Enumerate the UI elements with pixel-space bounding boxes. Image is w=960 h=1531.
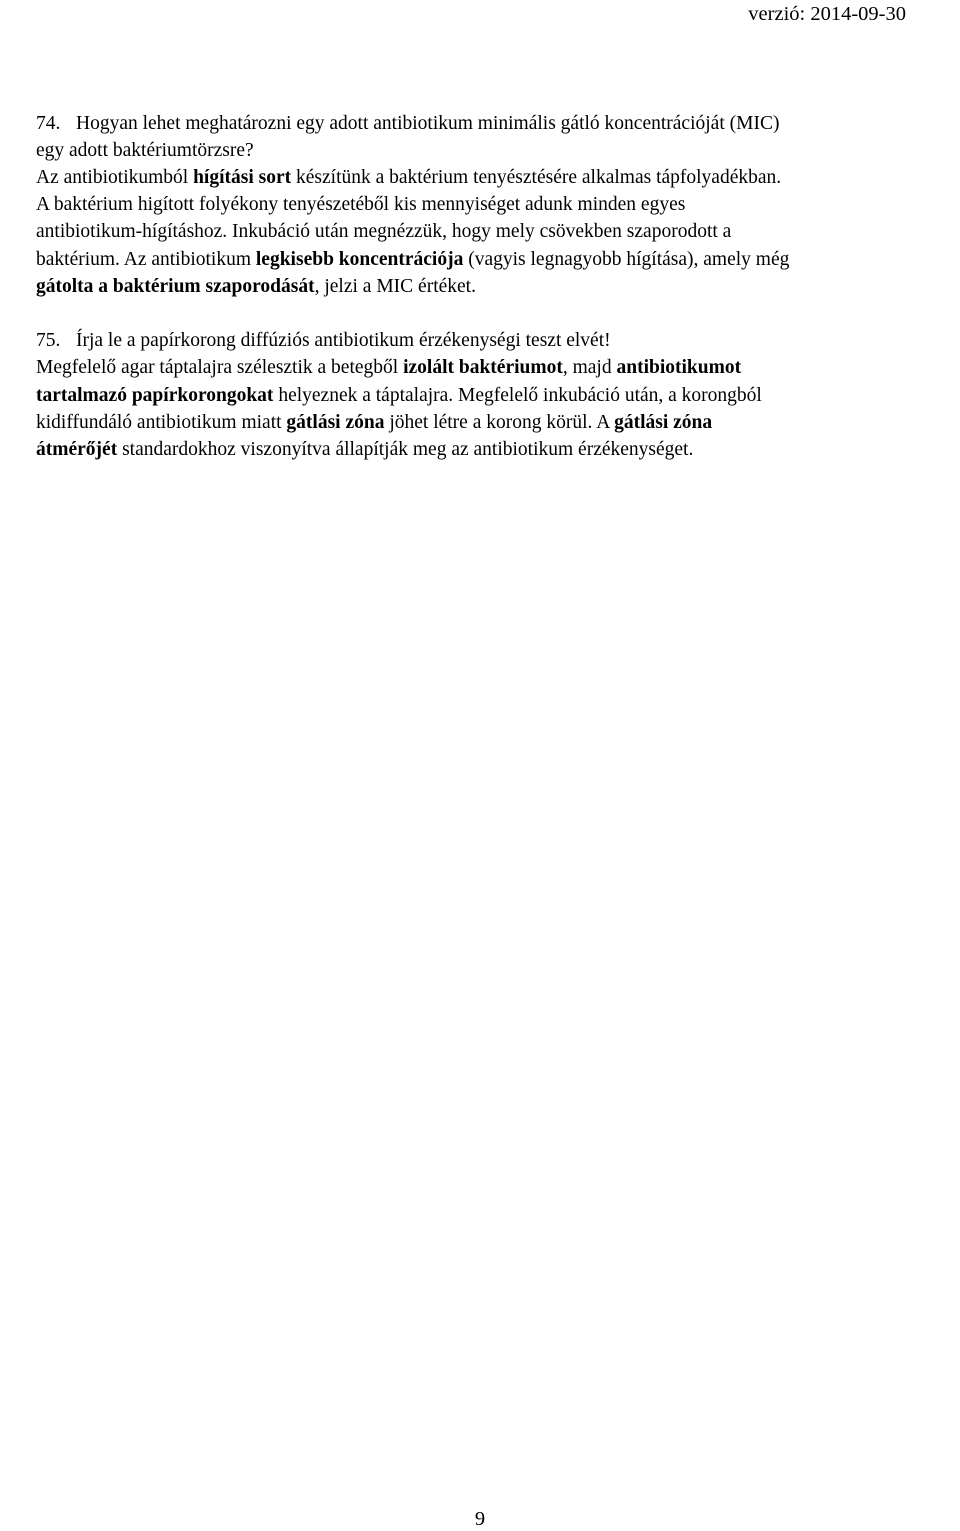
emphasis: átmérőjét	[36, 439, 118, 460]
emphasis: tartalmazó papírkorongokat	[36, 385, 274, 406]
question-number: 74.	[36, 113, 61, 134]
answer-74-line-2: A baktérium higított folyékony tenyészetéből kis mennyiséget adunk minden egyes	[36, 194, 686, 215]
question-text: Hogyan lehet meghatározni egy adott antibiotikum minimális gátló koncentrációját (MIC)	[76, 113, 780, 134]
answer-74-line-5: gátolta a baktérium szaporodását, jelzi a MIC értéket.	[36, 276, 476, 297]
page-number: 9	[474, 1508, 486, 1530]
question-number: 75.	[36, 330, 61, 351]
answer-75-line-3: kidiffundáló antibiotikum miatt gátlási zóna jöhet létre a korong körül. A gátlási zóna	[36, 412, 713, 433]
version-label: verzió: 2014-09-30	[748, 3, 906, 25]
emphasis: legkisebb koncentrációja	[255, 249, 464, 270]
question-text: Írja le a papírkorong diffúziós antibiotikum érzékenységi teszt elvét!	[76, 330, 611, 351]
answer-75-line-4: átmérőjét standardokhoz viszonyítva állapítják meg az antibiotikum érzékenységet.	[36, 439, 694, 460]
answer-74-line-3: antibiotikum-hígításhoz. Inkubáció után megnézzük, hogy mely csövekben szaporodott a	[36, 221, 732, 242]
answer-75-line-1: Megfelelő agar táptalajra szélesztik a betegből izolált baktériumot, majd antibiotikumot	[36, 357, 742, 378]
emphasis: hígítási sort	[193, 167, 292, 188]
emphasis: gátlási zóna	[614, 412, 713, 433]
emphasis: izolált baktériumot	[403, 357, 563, 378]
answer-75-line-2: tartalmazó papírkorongokat helyeznek a táptalajra. Megfelelő inkubáció után, a korongból	[36, 385, 762, 406]
emphasis: antibiotikumot	[616, 357, 742, 378]
emphasis: gátlási zóna	[286, 412, 385, 433]
emphasis: gátolta a baktérium szaporodását	[36, 276, 315, 297]
question-74-line-2: egy adott baktériumtörzsre?	[36, 140, 254, 161]
answer-74-line-4: baktérium. Az antibiotikum legkisebb koncentrációja (vagyis legnagyobb hígítása), amely még	[36, 249, 790, 270]
answer-74-line-1: Az antibiotikumból hígítási sort készítünk a baktérium tenyésztésére alkalmas tápfolyadékban.	[36, 167, 782, 188]
